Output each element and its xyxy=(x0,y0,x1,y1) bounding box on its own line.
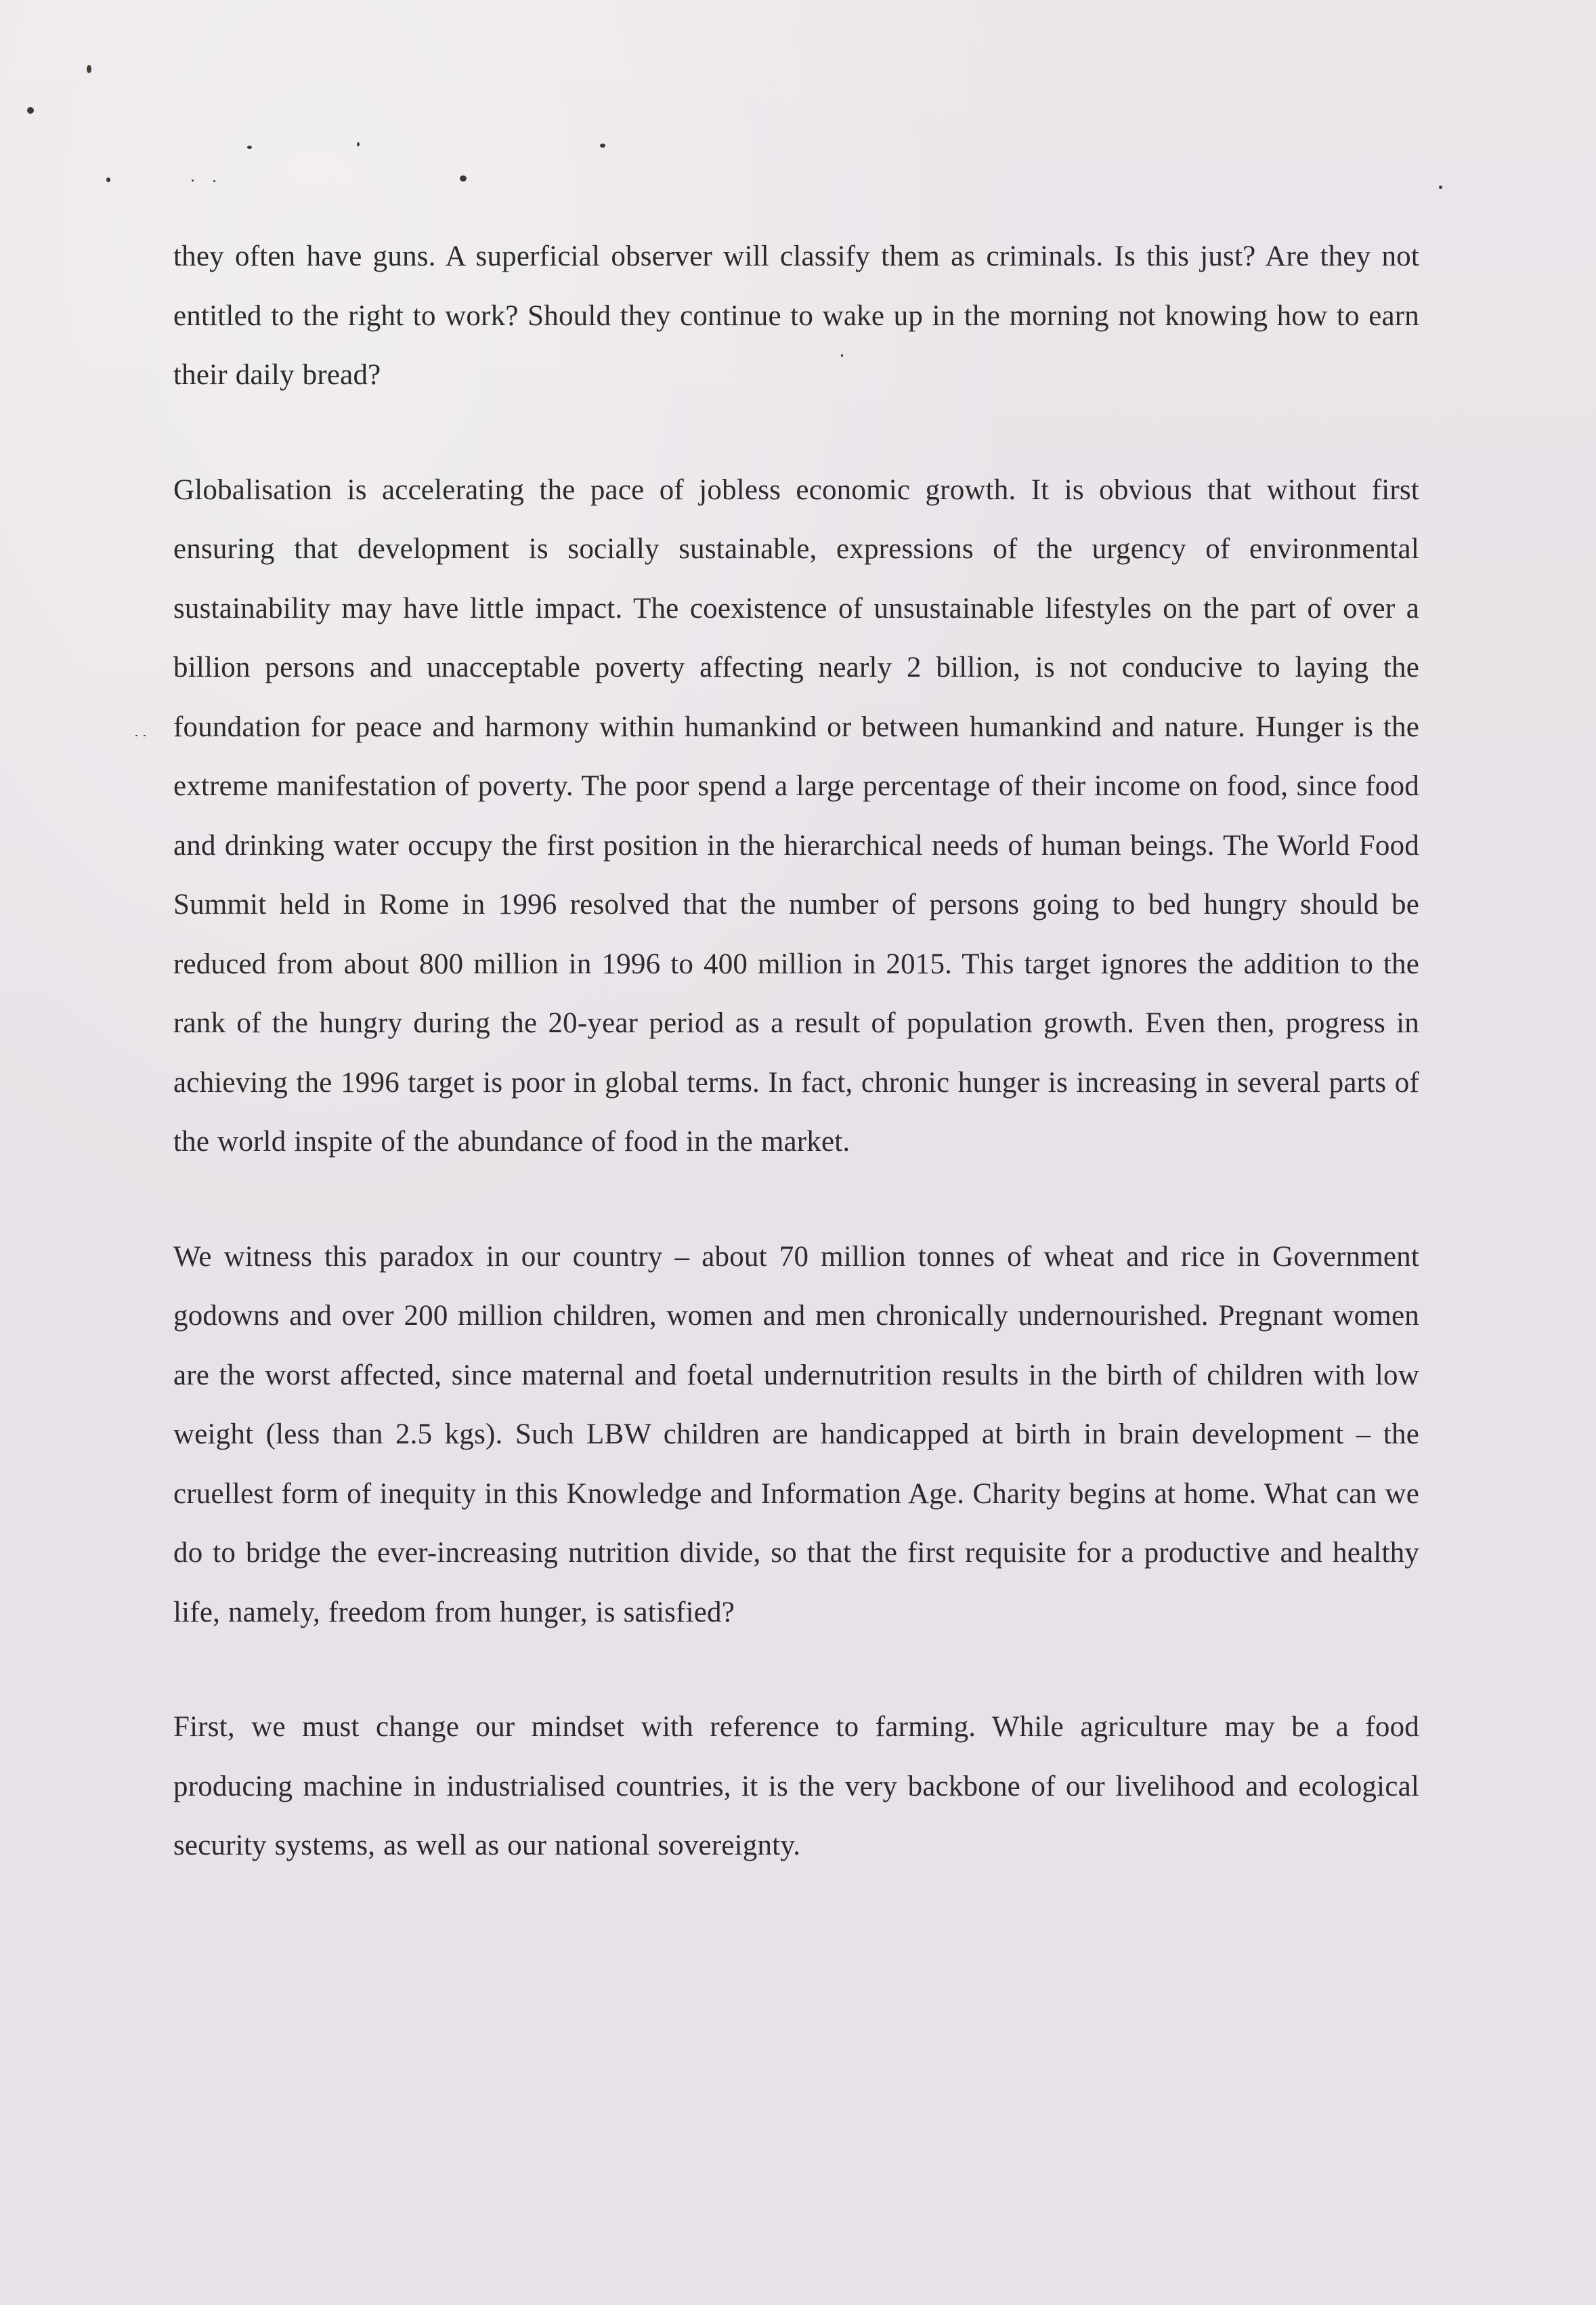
paragraph: Globalisation is accelerating the pace of jobless economic growth. It is obvious that without first ensuring that development is socially sustainable, expressions of the urgency of environmental sustainability may have little impact. The coexistence of unsustainable lifestyles on the part of over a billion persons and unacceptable poverty affecting nearly 2 billion, is not conducive to laying the foundation for peace and harmony within humankind or between humankind and nature. Hunger is the extreme manifestation of poverty. The poor spend a large percentage of their income on food, since food and drinking water occupy the first position in the hierarchical needs of human beings. The World Food Summit held in Rome in 1996 resolved that the number of persons going to bed hungry should be reduced from about 800 million in 1996 to 400 million in 2015. This target ignores the addition to the rank of the hungry during the 20-year period as a result of population growth. Even then, progress in achieving the 1996 target is poor in global terms. In fact, chronic hunger is increasing in several parts of the world inspite of the abundance of food in the market. xyxy=(173,473,1419,1158)
scan-speck xyxy=(135,735,137,736)
scan-speck xyxy=(192,179,194,182)
scan-speck xyxy=(247,146,252,149)
scan-speck xyxy=(357,142,360,146)
scan-speck xyxy=(600,144,605,148)
scan-speck xyxy=(1439,186,1442,189)
scan-speck xyxy=(106,177,110,182)
paragraph: We witness this paradox in our country – about 70 million tonnes of wheat and rice in Government godowns and over 200 million children, women and men chronically undernourished. Pregnant women are the worst affected, since maternal and foetal undernutrition results in the birth of children with low weight (less than 2.5 kgs). Such LBW children are handicapped at birth in brain development – the cruellest form of inequity in this Knowledge and Information Age. Charity begins at home. What can we do to bridge the ever-increasing nutrition divide, so that the first requisite for a productive and healthy life, namely, freedom from hunger, is satisfied? xyxy=(173,1240,1419,1628)
paragraph: they often have guns. A superficial observer will classify them as criminals. Is this just? Are they not entitled to the right to work? Should they continue to wake up in the morning not knowing how to earn their daily bread? xyxy=(173,240,1419,391)
paragraph: First, we must change our mindset with reference to farming. While agriculture may be a food producing machine in industrialised countries, it is the very backbone of our livelihood and ecological security systems, as well as our national sovereignty. xyxy=(173,1711,1419,1861)
document-body xyxy=(173,227,1419,1876)
scan-speck xyxy=(27,107,34,114)
scan-speck xyxy=(460,175,467,182)
scan-speck xyxy=(144,735,146,736)
scan-speck xyxy=(87,65,91,73)
scan-speck xyxy=(213,180,215,182)
